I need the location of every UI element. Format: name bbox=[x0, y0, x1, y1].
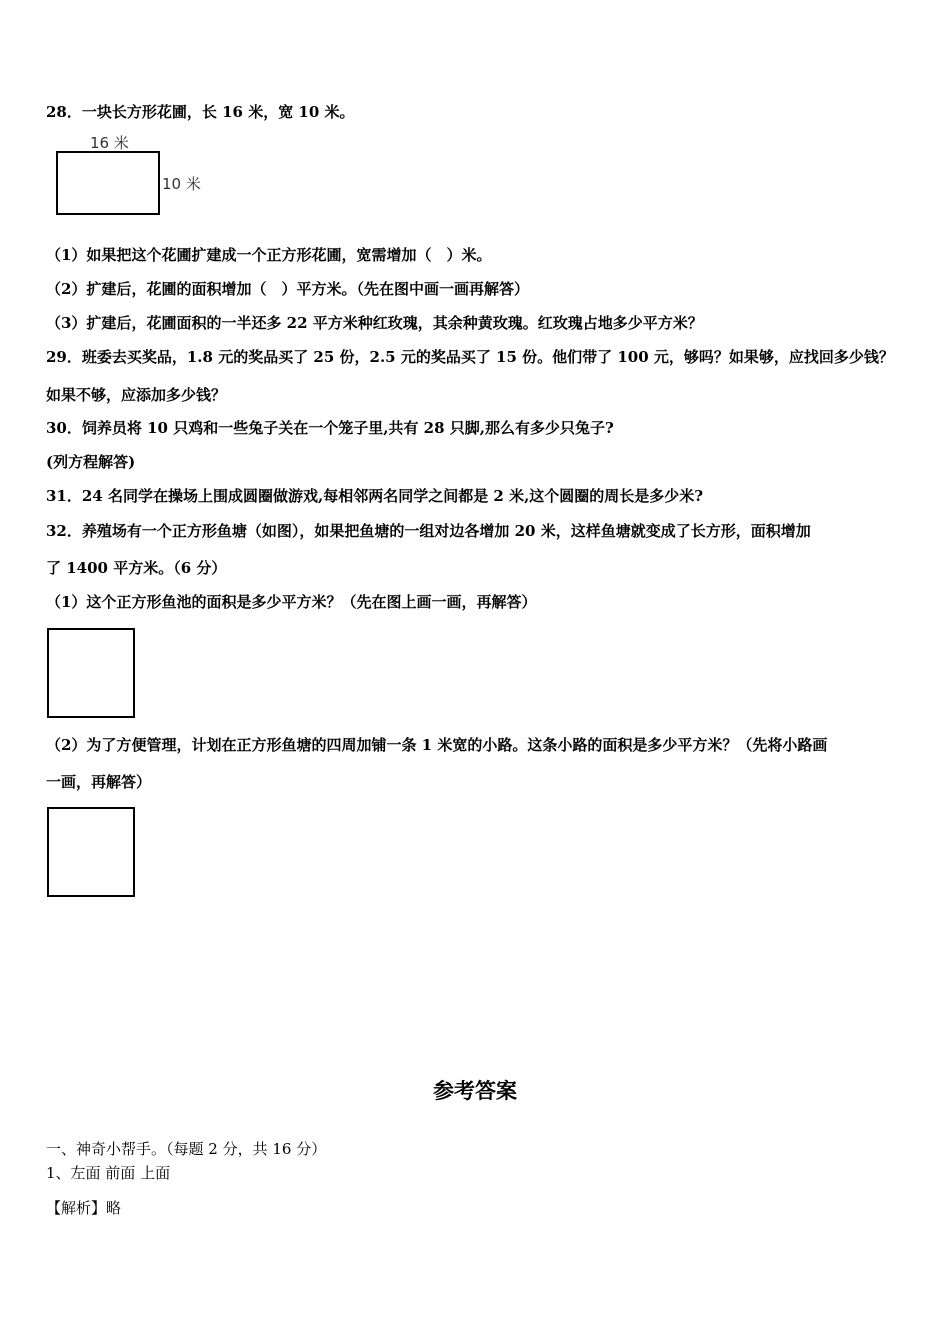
q31-line1: 31．24 名同学在操场上围成圆圈做游戏,每相邻两名同学之间都是 2 米,这个圆圈的周长是多少米? bbox=[46, 487, 704, 505]
q32-pond-square-2 bbox=[47, 807, 135, 897]
q30-line2: (列方程解答) bbox=[46, 453, 136, 471]
q29-line1: 29．班委去买奖品，1.8 元的奖品买了 25 份，2.5 元的奖品买了 15 份。他们带了 100 元，够吗？如果够，应找回多少钱？ bbox=[46, 348, 894, 366]
answers-title: 参考答案 bbox=[433, 1079, 517, 1103]
q32-part2-line1: （2）为了方便管理，计划在正方形鱼塘的四周加铺一条 1 米宽的小路。这条小路的面积是多少平方米？（先将小路画 bbox=[46, 736, 828, 754]
q32-part1: （1）这个正方形鱼池的面积是多少平方米？（先在图上画一画，再解答） bbox=[46, 593, 537, 611]
q30-line1: 30．饲养员将 10 只鸡和一些兔子关在一个笼子里,共有 28 只脚,那么有多少只兔子? bbox=[46, 419, 614, 437]
q28-garden-rectangle bbox=[56, 151, 160, 215]
q28-figure-length-label: 16 米 bbox=[90, 134, 129, 152]
q28-figure-width-label: 10 米 bbox=[162, 175, 201, 193]
q28-stem: 28．一块长方形花圃，长 16 米，宽 10 米。 bbox=[46, 103, 355, 121]
q28-part1: （1）如果把这个花圃扩建成一个正方形花圃，宽需增加（ ）米。 bbox=[46, 246, 492, 264]
q32-line1: 32．养殖场有一个正方形鱼塘（如图），如果把鱼塘的一组对边各增加 20 米，这样鱼塘就变成了长方形，面积增加 bbox=[46, 522, 811, 540]
q32-part2-line2: 一画，再解答） bbox=[46, 773, 152, 791]
answer-1: 1、左面 前面 上面 bbox=[46, 1164, 171, 1182]
q28-part3: （3）扩建后，花圃面积的一半还多 22 平方米种红玫瑰，其余种黄玫瑰。红玫瑰占地多少平方米？ bbox=[46, 314, 703, 332]
q29-line2: 如果不够，应添加多少钱？ bbox=[46, 386, 227, 404]
answers-section1: 一、神奇小帮手。（每题 2 分，共 16 分） bbox=[46, 1140, 327, 1158]
q28-part2: （2）扩建后，花圃的面积增加（ ）平方米。（先在图中画一画再解答） bbox=[46, 280, 529, 298]
answer-1-analysis: 【解析】略 bbox=[46, 1199, 122, 1217]
q32-pond-square-1 bbox=[47, 628, 135, 718]
q32-line2: 了 1400 平方米。（6 分） bbox=[46, 559, 227, 577]
